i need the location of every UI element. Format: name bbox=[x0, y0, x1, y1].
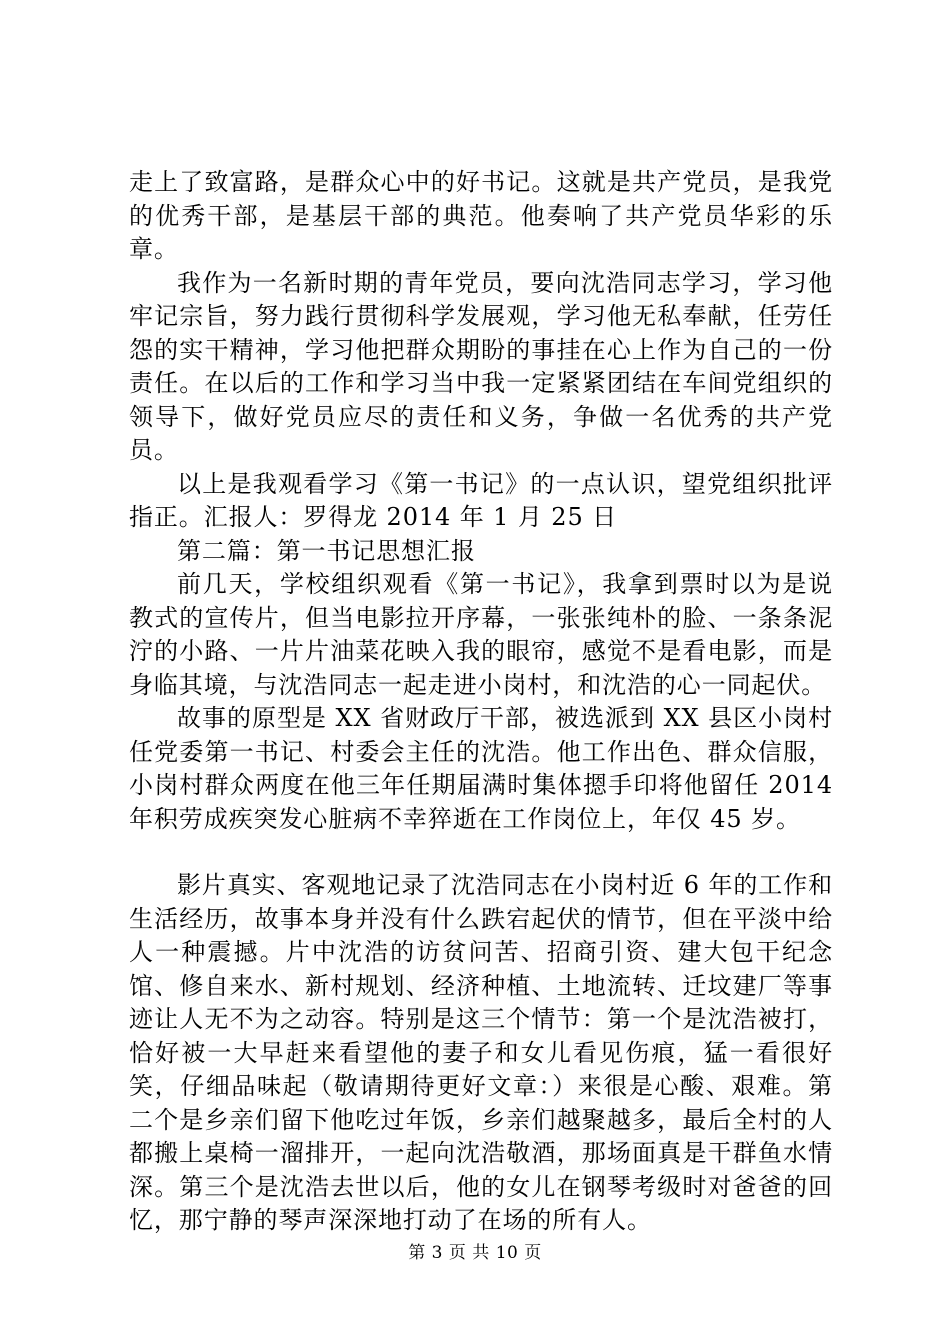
paragraph-study-resolution: 我作为一名新时期的青年党员，要向沈浩同志学习，学习他牢记宗旨，努力践行贯彻科学发展观，学习他无私奉献，任劳任怨的实干精神，学习他把群众期盼的事挂在心上作为自己的一份责任。在以后的工作和学习当中我一定紧紧团结在车间党组织的领导下，做好党员应尽的责任和义务，争做一名优秀的共产党员。 bbox=[129, 268, 833, 464]
document-body bbox=[129, 166, 833, 1238]
paragraph-story-origin: 故事的原型是 XX 省财政厅干部，被选派到 XX 县区小岗村任党委第一书记、村委会主任的沈浩。他工作出色、群众信服，小岗村群众两度在他三年任期届满时集体摁手印将他留任 2014 年积劳成疾突发心脏病不幸猝逝在工作岗位上，年仅 45 岁。 bbox=[129, 704, 833, 833]
paragraph-film-intro: 前几天，学校组织观看《第一书记》，我拿到票时以为是说教式的宣传片，但当电影拉开序幕，一张张纯朴的脸、一条条泥泞的小路、一片片油菜花映入我的眼帘，感觉不是看电影，而是身临其境，与沈浩同志一起走进小岗村，和沈浩的心一同起伏。 bbox=[129, 570, 833, 699]
paragraph-continuation: 走上了致富路，是群众心中的好书记。这就是共产党员，是我党的优秀干部，是基层干部的典范。他奏响了共产党员华彩的乐章。 bbox=[129, 168, 833, 263]
paragraph-gap bbox=[129, 836, 833, 869]
paragraph-film-review: 影片真实、客观地记录了沈浩同志在小岗村近 6 年的工作和生活经历，故事本身并没有什么跌宕起伏的情节，但在平淡中给人一种震撼。片中沈浩的访贫问苦、招商引资、建大包干纪念馆、修自来水、新村规划、经济种植、土地流转、迁坟建厂等事迹让人无不为之动容。特别是这三个情节：第一个是沈浩被打，恰好被一大早赶来看望他的妻子和女儿看见伤痕，猛一看很好笑，仔细品味起（敬请期待更好文章：）来很是心酸、艰难。第二个是乡亲们留下他吃过年饭，乡亲们越聚越多，最后全村的人都搬上桌椅一溜排开，一起向沈浩敬酒，那场面真是干群鱼水情深。第三个是沈浩去世以后，他的女儿在钢琴考级时对爸爸的回忆，那宁静的琴声深深地打动了在场的所有人。 bbox=[129, 871, 833, 1234]
page-number-footer: 第 3 页 共 10 页 bbox=[408, 1243, 542, 1263]
paragraph-closing-signature: 以上是我观看学习《第一书记》的一点认识，望党组织批评指正。汇报人：罗得龙 2014 年 1 月 25 日 bbox=[129, 469, 833, 531]
section-heading: 第二篇：第一书记思想汇报 bbox=[177, 536, 476, 565]
